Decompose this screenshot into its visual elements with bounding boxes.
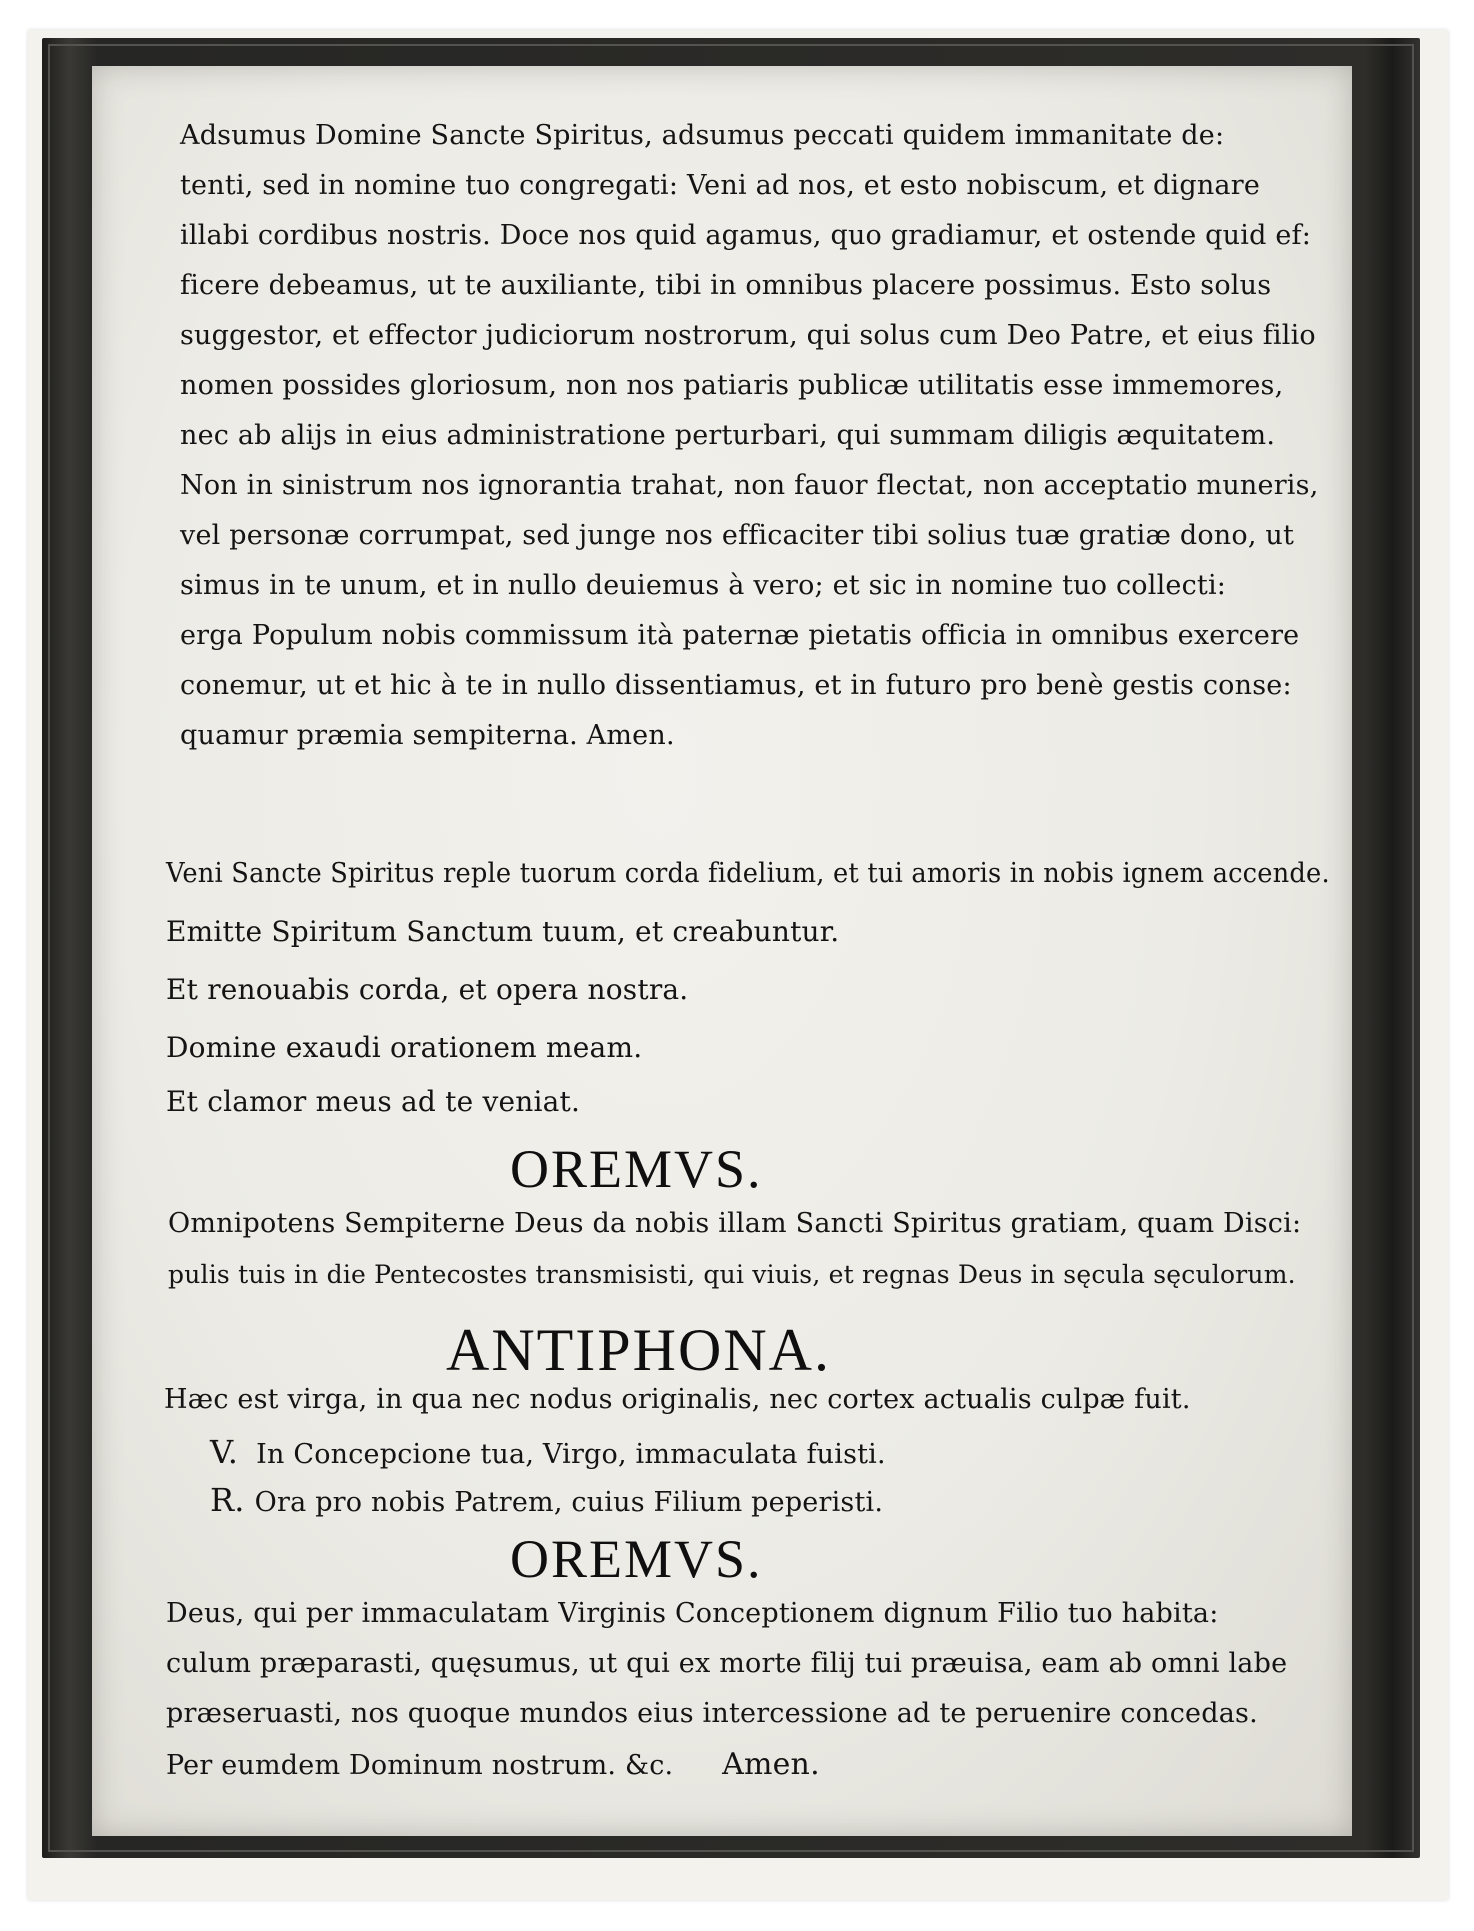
heading-antiphona: ANTIPHONA. xyxy=(446,1317,831,1383)
antiphon-line: Hæc est virga, in qua nec nodus originalis, nec cortex actualis culpæ fuit. xyxy=(164,1384,1191,1415)
response-text: Ora pro nobis Patrem, cuius Filium peperisti. xyxy=(254,1487,884,1518)
text-line: ficere debeamus, ut te auxiliante, tibi in omnibus placere possimus. Esto solus xyxy=(180,270,1272,301)
text-line: Deus, qui per immaculatam Virginis Conceptionem dignum Filio tuo habita: xyxy=(166,1598,1219,1629)
response-row xyxy=(210,1481,884,1528)
heading-oremus-1: OREMVS. xyxy=(510,1139,763,1199)
text-line: quamur præmia sempiterna. Amen. xyxy=(180,720,675,751)
text-line: suggestor, et effector judiciorum nostrorum, qui solus cum Deo Patre, et eius filio xyxy=(180,320,1316,351)
text-line: culum præparasti, quęsumus, ut qui ex morte filij tui præuisa, eam ab omni labe xyxy=(166,1648,1288,1679)
text-line: illabi cordibus nostris. Doce nos quid agamus, quo gradiamur, et ostende quid ef: xyxy=(180,220,1312,251)
closing-amen: Amen. xyxy=(722,1747,820,1782)
versicle-row xyxy=(210,1433,886,1480)
text-line: pulis tuis in die Pentecostes transmisisti, qui viuis, et regnas Deus in sęcula sęculorum. xyxy=(168,1260,1296,1289)
closing-text: Per eumdem Dominum nostrum. &c. xyxy=(166,1750,674,1781)
text-line: præseruasti, nos quoque mundos eius intercessione ad te peruenire concedas. xyxy=(166,1698,1258,1729)
text-line: Non in sinistrum nos ignorantia trahat, non fauor flectat, non acceptatio muneris, xyxy=(180,470,1319,501)
text-line: nomen possides gloriosum, non nos patiaris publicæ utilitatis esse immemores, xyxy=(180,370,1284,401)
text-line: simus in te unum, et in nullo deuiemus à vero; et sic in nomine tuo collecti: xyxy=(180,570,1227,601)
versicle-line: Et renouabis corda, et opera nostra. xyxy=(166,973,689,1006)
text-line: vel personæ corrumpat, sed junge nos efficaciter tibi solius tuæ gratiæ dono, ut xyxy=(180,520,1295,551)
text-line: Adsumus Domine Sancte Spiritus, adsumus peccati quidem immanitate de: xyxy=(180,120,1225,151)
versicle-text: In Concepcione tua, Virgo, immaculata fuisti. xyxy=(256,1439,886,1470)
versicle-line: Veni Sancte Spiritus reple tuorum corda fidelium, et tui amoris in nobis ignem accende. xyxy=(166,858,1330,889)
text-line: Omnipotens Sempiterne Deus da nobis illam Sancti Spiritus gratiam, quam Disci: xyxy=(168,1208,1302,1239)
versicle-line: Domine exaudi orationem meam. xyxy=(166,1031,643,1064)
text-line: conemur, ut et hic à te in nullo dissentiamus, et in futuro pro benè gestis conse: xyxy=(180,670,1292,701)
text-line: erga Populum nobis commissum ità paternæ pietatis officia in omnibus exercere xyxy=(180,620,1300,651)
versicle-line: Emitte Spiritum Sanctum tuum, et creabuntur. xyxy=(166,915,840,948)
closing-line xyxy=(166,1747,820,1794)
text-line: tenti, sed in nomine tuo congregati: Veni ad nos, et esto nobiscum, et dignare xyxy=(180,170,1261,201)
text-line: nec ab alijs in eius administratione perturbari, qui summam diligis æquitatem. xyxy=(180,420,1276,451)
versicle-line: Et clamor meus ad te veniat. xyxy=(166,1085,581,1118)
versicle-mark: V. xyxy=(210,1433,239,1471)
response-mark: R. xyxy=(210,1481,245,1519)
heading-oremus-2: OREMVS. xyxy=(510,1529,763,1589)
